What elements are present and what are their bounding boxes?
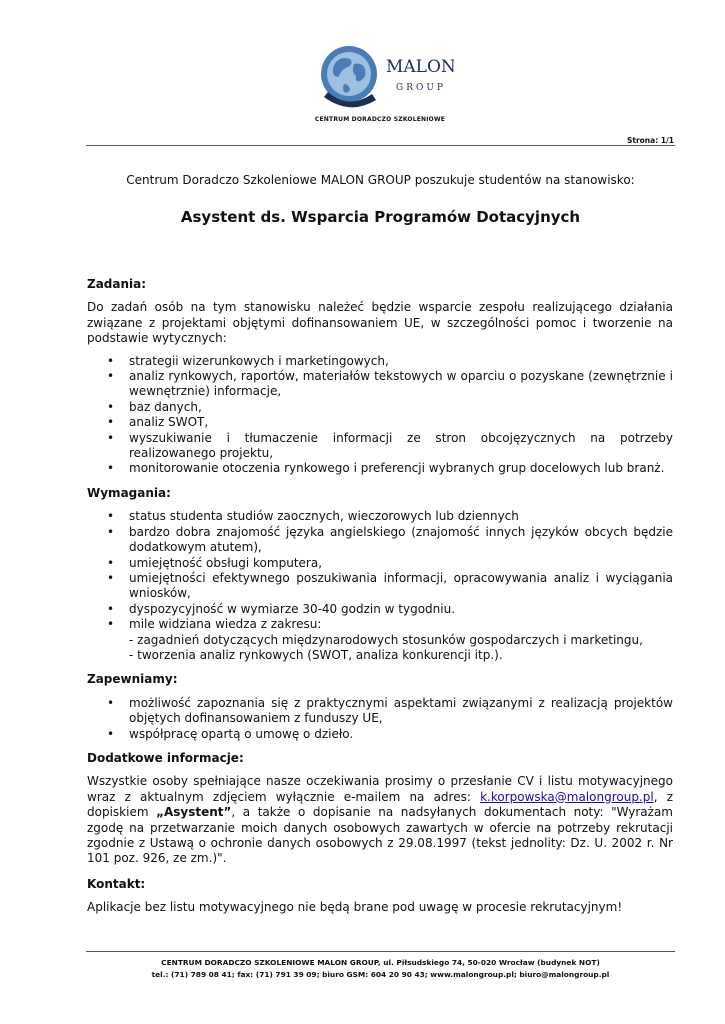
logo-subtitle: CENTRUM DORADCZO SZKOLENIOWE (314, 116, 446, 123)
section-heading-kontakt: Kontakt: (87, 876, 146, 891)
bullet-icon: • (107, 555, 115, 570)
bullet-icon: • (107, 461, 115, 476)
bullet-icon: • (107, 570, 115, 585)
bullet-icon: • (107, 415, 115, 430)
list-item: • bardzo dobra znajomość języka angielskiego (znajomość innych języków obcych będzie dodatkowym atutem), (107, 524, 673, 555)
email-link[interactable]: k.korpowska@malongroup.pl (480, 789, 654, 804)
zapewniamy-list (87, 696, 673, 742)
page-number: Strona: 1/1 (626, 136, 674, 145)
kontakt-text: Aplikacje bez listu motywacyjnego nie będą brane pod uwagę w procesie rekrutacyjnym! (87, 900, 623, 915)
list-item: • analiz rynkowych, raportów, materiałów tekstowych w oparciu o pozyskane (zewnętrznie i wewnętrznie) informacje, (107, 369, 673, 399)
intro-text: Centrum Doradczo Szkoleniowe MALON GROUP poszukuje studentów na stanowisko: (126, 173, 635, 187)
bullet-icon: • (107, 617, 115, 632)
list-item: • baz danych, (107, 399, 202, 414)
list-item: • umiejętności efektywnego poszukiwania informacji, opracowywania analiz i wyciągania wniosków, (107, 570, 673, 601)
bullet-icon: • (107, 601, 115, 616)
sub-item: - zagadnień dotyczących międzynarodowych stosunków gospodarczych i marketingu, (129, 632, 643, 647)
sub-item: - tworzenia analiz rynkowych (SWOT, analiza konkurencji itp.). (129, 647, 503, 662)
footer-divider (86, 951, 675, 952)
list-item: • analiz SWOT, (107, 415, 209, 430)
dodatkowe-text: Wszystkie osoby spełniające nasze oczekiwania prosimy o przesłanie CV i listu motywacyjnego wraz z aktualnym zdjęciem wyłącznie e-mailem na adres: k.korpowska@malongroup.pl, z dopiskiem „Asystent”, a także o dopisanie na nadsyłanych dokumentach noty: "Wyrażam zgodę na przetwarzanie moich danych osobowych zawartych w ofercie na potrzeby rekrutacji zgodnie z Ustawą o ochronie danych osobowych z 29.08.1997 (tekst jednolity: Dz. U. 2002 r. Nr 101 poz. 926, ze zm.)". (87, 774, 673, 866)
list-item: • dyspozycyjność w wymiarze 30-40 godzin w tygodniu. (107, 601, 456, 616)
list-item: • możliwość zapoznania się z praktycznymi aspektami związanymi z realizacją projektów objętych dofinansowaniem z funduszy UE, (107, 695, 673, 726)
job-title: Asystent ds. Wsparcia Programów Dotacyjnych (180, 208, 581, 226)
bullet-icon: • (107, 726, 115, 741)
list-item: • monitorowanie otoczenia rynkowego i preferencji wybranych grup docelowych lub branż. (107, 461, 665, 476)
bullet-icon: • (107, 369, 115, 384)
bullet-icon: • (107, 430, 115, 445)
zadania-text: Do zadań osób na tym stanowisku należeć będzie wsparcie zespołu realizującego działania związane z projektami objętymi dofinansowaniem UE, w szczególności pomoc i tworzenie na podstawie wytycznych: (87, 300, 673, 346)
list-item: • współpracę opartą o umowę o dzieło. (107, 726, 354, 741)
bullet-icon: • (107, 399, 115, 414)
footer-address: CENTRUM DORADCZO SZKOLENIOWE MALON GROUP, ul. Piłsudskiego 74, 50-020 Wrocław (budynek NOT) (161, 958, 600, 967)
company-logo (314, 44, 454, 114)
list-item: • strategii wizerunkowych i marketingowych, (107, 353, 389, 368)
section-heading-wymagania: Wymagania: (87, 485, 171, 500)
list-item: • wyszukiwanie i tłumaczenie informacji ze stron obcojęzycznych na potrzeby realizowanego projektu, (107, 430, 673, 461)
list-item: • status studenta studiów zaocznych, wieczorowych lub dziennych (107, 509, 519, 524)
logo-name-text: MALON (386, 57, 454, 77)
document-body (87, 277, 673, 923)
bullet-icon: • (107, 524, 115, 539)
logo-group-text: GROUP (396, 83, 446, 93)
keyword-asystent: „Asystent” (156, 805, 232, 820)
header-divider (86, 145, 675, 146)
bullet-icon: • (107, 695, 115, 710)
bullet-icon: • (107, 509, 115, 524)
section-heading-zapewniamy: Zapewniamy: (87, 672, 178, 687)
section-heading-dodatkowe: Dodatkowe informacje: (87, 750, 244, 765)
bullet-icon: • (107, 353, 115, 368)
footer-contact: tel.: (71) 789 08 41; fax: (71) 791 39 09; biuro GSM: 604 20 90 43; www.malongroup.pl; biuro@malongroup.pl (151, 970, 610, 979)
list-item: • umiejętność obsługi komputera, (107, 555, 323, 570)
globe-q-logo-icon (314, 44, 454, 114)
zadania-list (87, 354, 673, 477)
list-item: • mile widziana wiedza z zakresu: - zagadnień dotyczących międzynarodowych stosunków gospodarczych i marketingu, - tworzenia analiz rynkowych (SWOT, analiza konkurencji itp.). (87, 617, 673, 663)
section-heading-zadania: Zadania: (87, 277, 147, 291)
wymagania-list (87, 509, 673, 663)
